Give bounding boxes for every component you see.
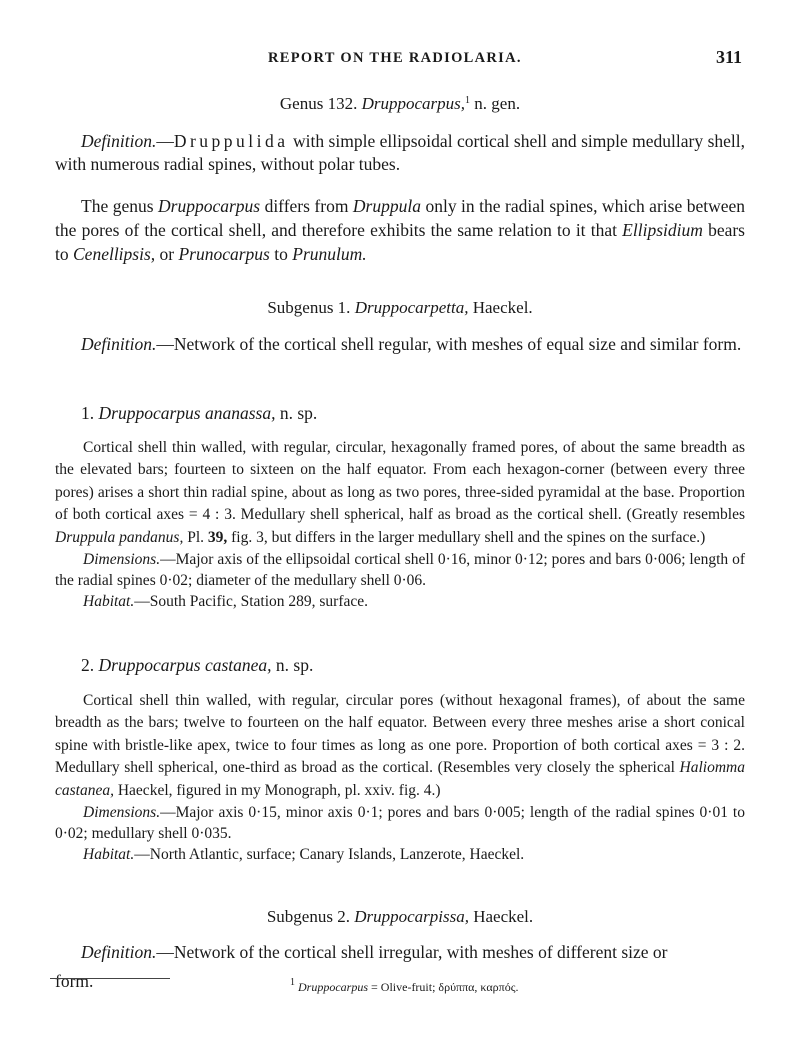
species-number: 2. xyxy=(81,655,99,675)
subgenus-name: Druppocarpissa, xyxy=(354,907,469,926)
taxon-name: Druppula pandanus, xyxy=(55,528,184,546)
dimensions-text: —Major axis 0·15, minor axis 0·1; pores and bars 0·005; length of the radial spines 0·01 to 0·02; medullary shell 0·035. xyxy=(55,804,745,843)
text-run: or xyxy=(155,244,179,264)
taxon-name: Ellipsidium xyxy=(622,220,703,240)
species-1-description xyxy=(55,437,745,612)
definition-label: Definition. xyxy=(81,334,157,354)
species-name: Druppocarpus castanea, xyxy=(98,655,272,675)
definition-label: Definition. xyxy=(81,942,157,962)
habitat-text: —South Pacific, Station 289, surface. xyxy=(134,593,368,611)
footnote-marker: 1 xyxy=(290,977,295,988)
species-1-dimensions xyxy=(55,549,745,591)
definition-text: —Network of the cortical shell irregular, with meshes of different size or xyxy=(156,942,668,962)
genus-heading xyxy=(0,94,800,114)
genus-definition xyxy=(55,130,745,176)
genus-discussion-paragraph xyxy=(55,194,745,266)
species-1-description-paragraph xyxy=(55,437,745,549)
subgenus-2-definition xyxy=(55,941,745,964)
running-title: REPORT ON THE RADIOLARIA. xyxy=(268,50,522,66)
species-number: 1. xyxy=(81,403,99,423)
species-suffix: n. sp. xyxy=(271,655,314,675)
subgenus-author: Haeckel. xyxy=(468,907,534,926)
dimensions-label: Dimensions. xyxy=(83,804,161,822)
text-run: Pl. xyxy=(183,528,208,546)
definition-taxon: Druppulida xyxy=(173,131,289,151)
definition-label: Definition. xyxy=(81,131,157,151)
footnote xyxy=(290,977,519,995)
text-run: The genus xyxy=(81,196,158,216)
genus-name: Druppocarpus, xyxy=(361,94,466,113)
taxon-name: Haliomma castanea, xyxy=(55,759,745,799)
species-1-habitat xyxy=(55,591,745,612)
subgenus-prefix: Subgenus 1. xyxy=(267,298,355,317)
subgenus-2-definition-paragraph xyxy=(55,941,745,964)
text-run: only in the radial spines, which arise between the pores of the cortical shell, and therefore exhibits the same relation to it that xyxy=(55,196,745,240)
dimensions-text: —Major axis of the ellipsoidal cortical shell 0·16, minor 0·12; pores and bars 0·006; length of the radial spines 0·02; diameter of the medullary shell 0·06. xyxy=(55,551,745,590)
definition-text-end: form. xyxy=(55,971,94,991)
species-2-description-paragraph xyxy=(55,690,745,802)
footnote-text: = Olive-fruit; δρύππα, καρπός. xyxy=(368,980,519,994)
subgenus-1-heading xyxy=(0,298,800,318)
subgenus-2-heading xyxy=(0,907,800,927)
subgenus-1-definition-paragraph xyxy=(55,333,745,356)
genus-definition-paragraph xyxy=(55,130,745,176)
footnote-rule xyxy=(50,978,170,979)
taxon-name: Prunocarpus xyxy=(178,244,270,264)
text-run: bears to xyxy=(55,220,745,264)
habitat-label: Habitat. xyxy=(83,593,135,611)
dimensions-label: Dimensions. xyxy=(83,551,161,569)
species-2-dimensions xyxy=(55,802,745,844)
page-number: 311 xyxy=(715,47,742,67)
plate-number: 39, xyxy=(207,528,228,546)
text-run: to xyxy=(269,244,293,264)
taxon-name: Druppocarpus xyxy=(158,196,261,216)
subgenus-1-definition xyxy=(55,333,745,356)
species-1-heading xyxy=(81,403,317,424)
taxon-name: Prunulum. xyxy=(292,244,367,264)
definition-text: —Network of the cortical shell regular, with meshes of equal size and similar form. xyxy=(156,334,742,354)
definition-dash: — xyxy=(156,131,174,151)
species-2-habitat xyxy=(55,844,745,865)
text-run: Haeckel, figured in my Monograph, pl. xxiv. fig. 4.) xyxy=(113,781,441,799)
species-suffix: n. sp. xyxy=(275,403,318,423)
footnote-ref[interactable]: 1 xyxy=(465,95,471,106)
text-run: Cortical shell thin walled, with regular, circular pores (without hexagonal frames), of about the same breadth as the bars; twelve to fourteen on the half equator. Between every three meshes arise a short conical spine with bristle-like apex, twice to four times as long as one pore. Proportion of both cortical axes = 3 : 2. Medullary shell spherical, one-third as broad as the cortical. (Resembles very closely the spherical xyxy=(55,692,745,777)
habitat-label: Habitat. xyxy=(83,846,135,864)
genus-prefix: Genus 132. xyxy=(279,94,362,113)
footnote-taxon: Druppocarpus xyxy=(298,980,369,994)
subgenus-prefix: Subgenus 2. xyxy=(266,907,355,926)
habitat-text: —North Atlantic, surface; Canary Islands, Lanzerote, Haeckel. xyxy=(134,846,525,864)
text-run: Cortical shell thin walled, with regular, circular, hexagonally framed pores, of about the same breadth as the elevated bars; fourteen to sixteen on the half equator. From each hexagon-corner (between every three pores) arises a short thin radial spine, about as long as two pores, three-sided pyramidal at the base. Proportion of both cortical axes = 4 : 3. Medullary shell spherical, half as broad as the cortical shell. (Greatly resembles xyxy=(55,439,745,524)
text-run: differs from xyxy=(260,196,353,216)
genus-suffix: n. gen. xyxy=(470,94,521,113)
taxon-name: Cenellipsis, xyxy=(73,244,156,264)
species-2-description xyxy=(55,690,745,865)
species-name: Druppocarpus ananassa, xyxy=(98,403,276,423)
definition-text: with simple ellipsoidal cortical shell and simple medullary shell, with numerous radial spines, without polar tubes. xyxy=(55,131,745,174)
subgenus-name: Druppocarpetta, xyxy=(354,298,469,317)
taxon-name: Druppula xyxy=(352,196,421,216)
species-2-heading xyxy=(81,655,313,676)
genus-discussion xyxy=(55,194,745,266)
subgenus-author: Haeckel. xyxy=(468,298,533,317)
text-run: fig. 3, but differs in the larger medullary shell and the spines on the surface.) xyxy=(227,528,706,546)
